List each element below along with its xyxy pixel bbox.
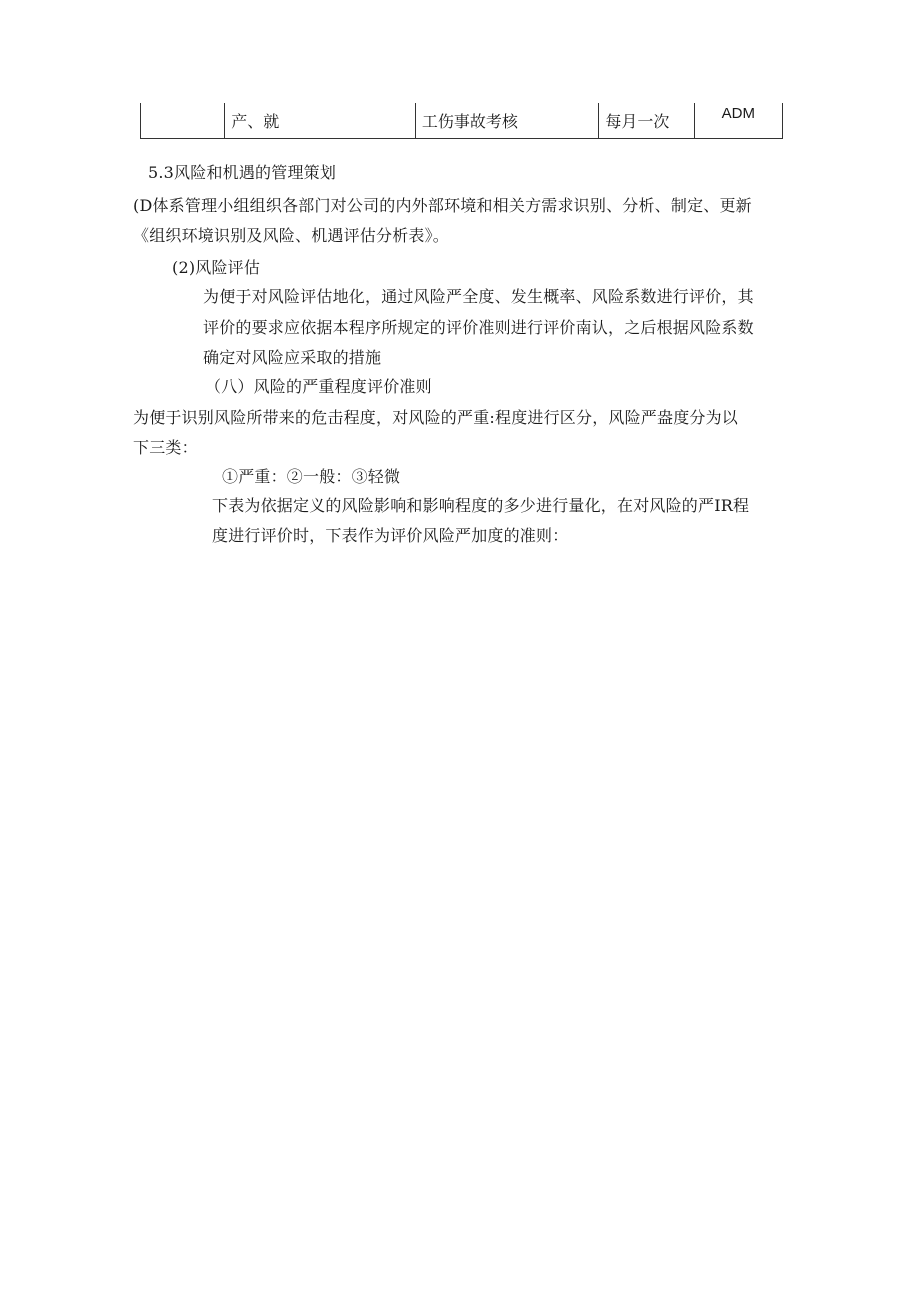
- table-cell-item: 工伤事故考核: [415, 103, 599, 139]
- table-cell-frequency: 每月一次: [599, 103, 694, 139]
- item2-para-line2: 评价的要求应依据本程序所规定的评价准则进行评价南认，之后根据风险系数: [203, 318, 754, 337]
- para2-line2: 下三类：: [133, 438, 198, 457]
- responsibility-table: [140, 103, 783, 139]
- severity-categories: ①严重：②一般：③轻微: [222, 467, 401, 486]
- sub-heading: （八）风险的严重程度评价准则: [205, 377, 432, 396]
- table-cell-owner: ADM: [694, 103, 782, 139]
- item1-line1: (D体系管理小组组织各部门对公司的内外部环境和相关方需求识别、分析、制定、更新: [133, 196, 752, 215]
- table-cell-scope: [225, 103, 416, 139]
- item2-heading: (2)风险评估: [172, 258, 261, 277]
- section-heading: 5.3风险和机遇的管理策划: [148, 163, 337, 182]
- para2-line1: 为便于识别风险所带来的危击程度，对风险的严重:程度进行区分，风险严盎度分为以: [133, 408, 738, 427]
- table-cell-department: [141, 103, 225, 139]
- para3-line2: 度进行评价时，下表作为评价风险严加度的准则：: [212, 526, 569, 545]
- para3-line1: 下表为依据定义的风险影响和影响程度的多少进行量化，在对风险的严IR程: [212, 496, 750, 515]
- item2-para-line3: 确定对风险应采取的措施: [203, 348, 382, 367]
- table-cell-scope-text: 产、就: [231, 112, 280, 131]
- item2-para-line1: 为便于对风险评估地化，通过风险严全度、发生概率、风险系数进行评价，其: [203, 287, 754, 306]
- table-row: [141, 103, 783, 139]
- item1-line2: 《组织环境识别及风险、机遇评估分析表》。: [133, 226, 450, 245]
